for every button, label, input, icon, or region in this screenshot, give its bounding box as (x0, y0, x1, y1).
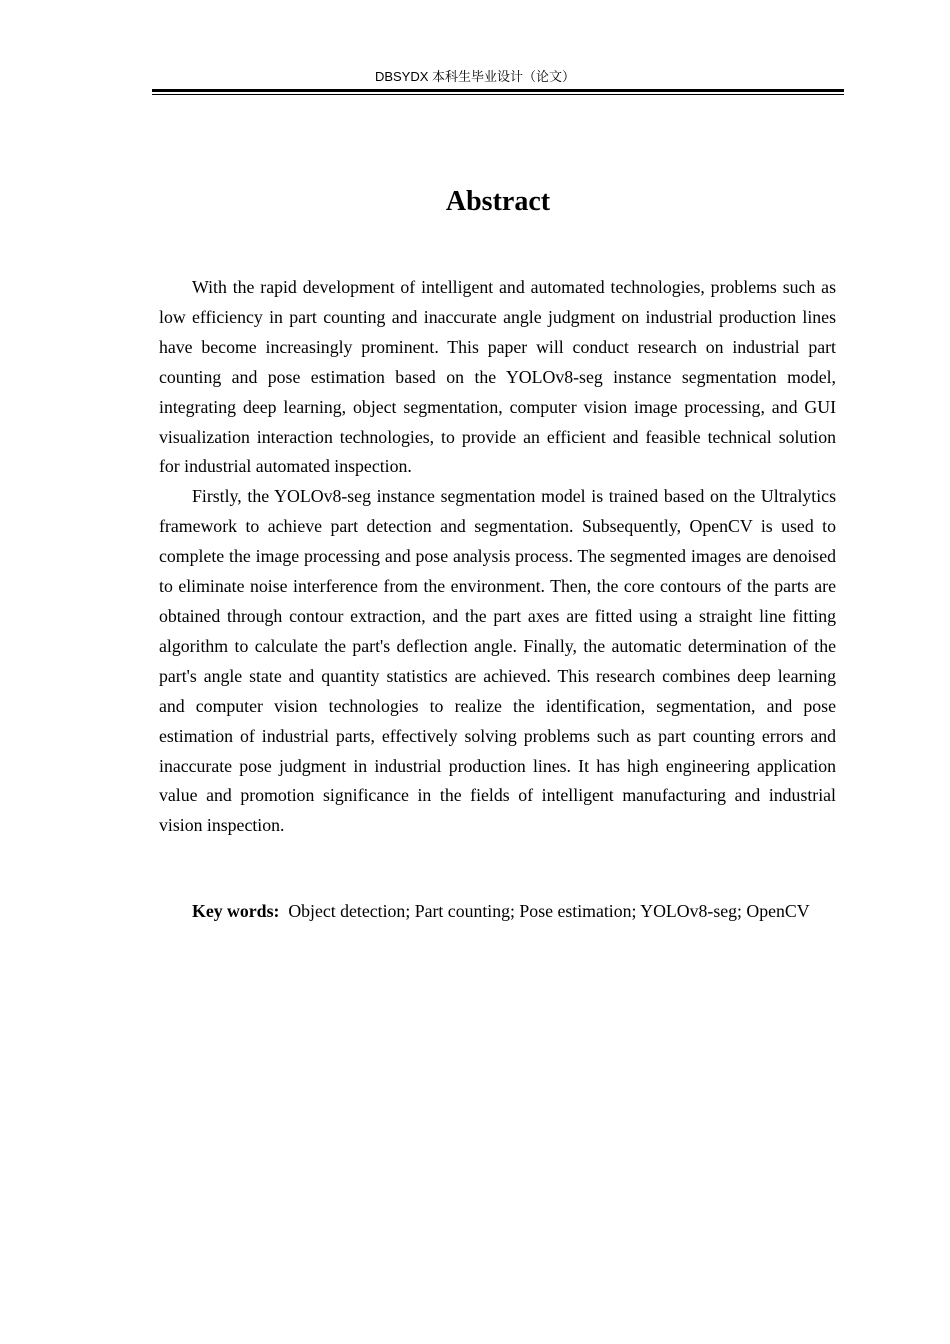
abstract-body (159, 273, 836, 841)
header-rule-thick (152, 89, 844, 92)
keywords-line (159, 898, 836, 924)
abstract-paragraph-2: Firstly, the YOLOv8-seg instance segmentation model is trained based on the Ultralytics framework to achieve part detection and segmentation. Subsequently, OpenCV is used to complete the image processing and pose analysis process. The segmented images are denoised to eliminate noise interference from the environment. Then, the core contours of the parts are obtained through contour extraction, and the part axes are fitted using a straight line fitting algorithm to calculate the part's deflection angle. Finally, the automatic determination of the part's angle state and quantity statistics are achieved. This research combines deep learning and computer vision technologies to realize the identification, segmentation, and pose estimation of industrial parts, effectively solving problems such as part counting errors and inaccurate pose judgment in industrial production lines. It has high engineering application value and promotion significance in the fields of intelligent manufacturing and industrial vision inspection. (159, 486, 836, 836)
keywords-text: Object detection; Part counting; Pose estimation; YOLOv8-seg; OpenCV (288, 901, 810, 921)
header-rule-thin (152, 94, 844, 95)
keywords-label: Key words: (192, 901, 280, 921)
abstract-paragraph-1: With the rapid development of intelligent and automated technologies, problems such as low efficiency in part counting and inaccurate angle judgment on industrial production lines have become increasingly prominent. This paper will conduct research on industrial part counting and pose estimation based on the YOLOv8-seg instance segmentation model, integrating deep learning, object segmentation, computer vision image processing, and GUI visualization interaction technologies, to provide an efficient and feasible technical solution for industrial automated inspection. (159, 277, 836, 477)
page-header: DBSYDX 本科生毕业设计（论文） (374, 69, 576, 84)
header-rule (152, 89, 844, 96)
abstract-title: Abstract (445, 186, 551, 217)
